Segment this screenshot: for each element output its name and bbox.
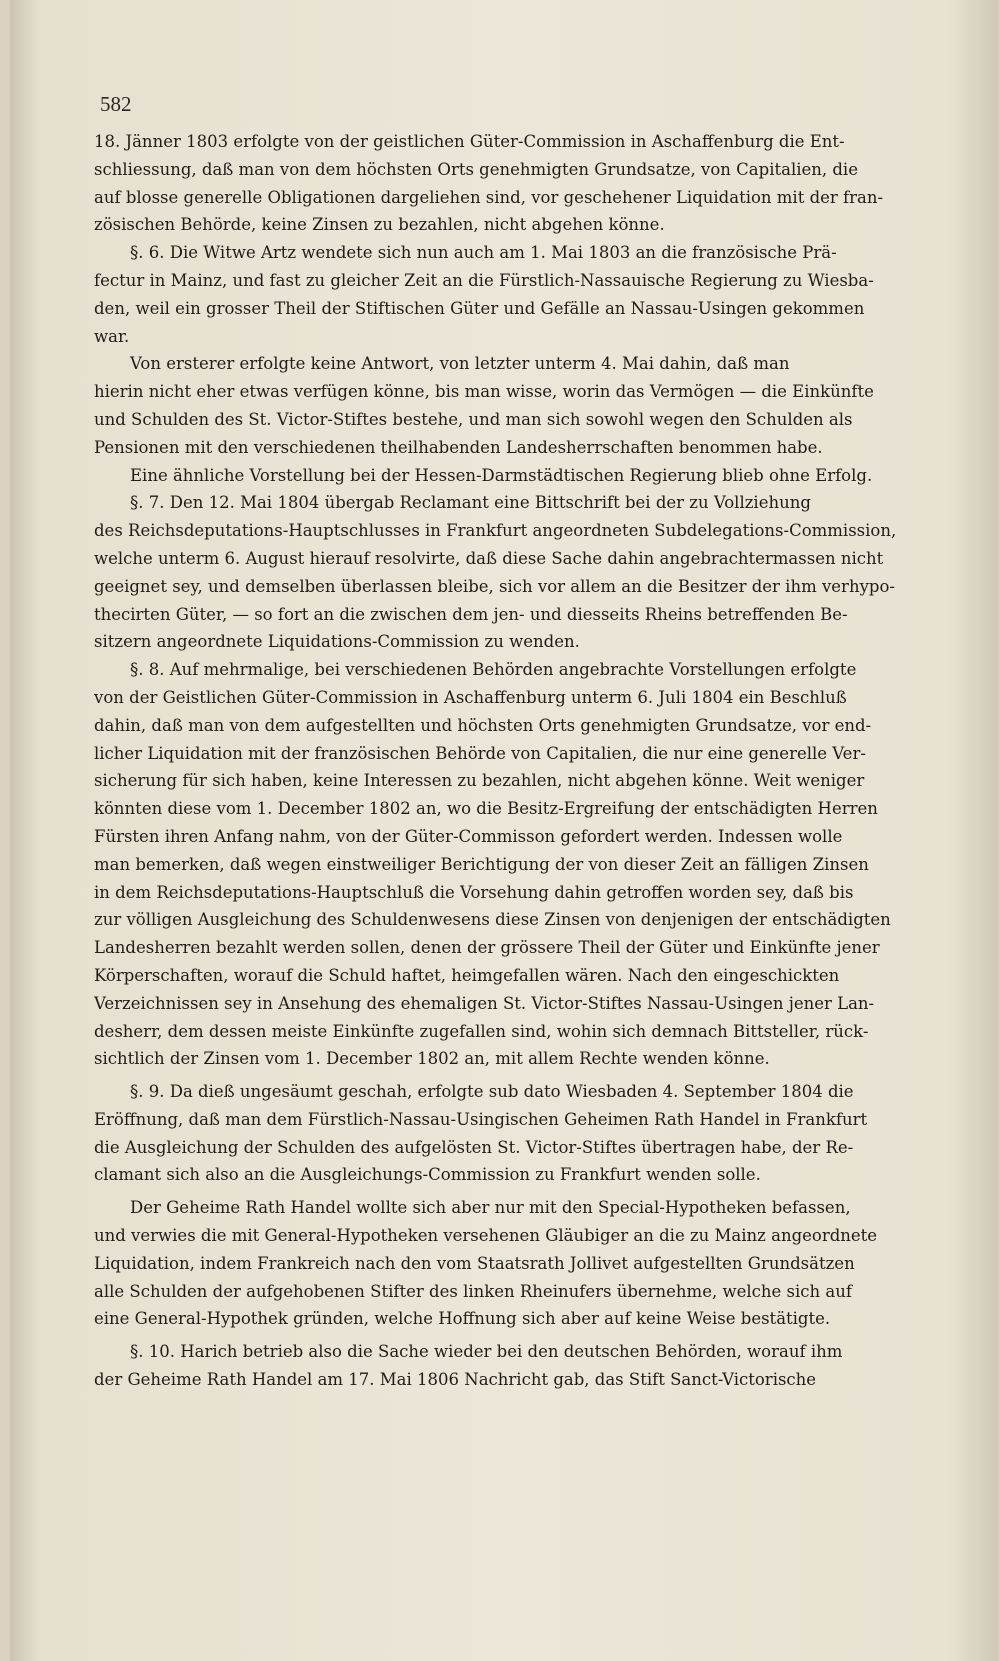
text-line: Eine ähnliche Vorstellung bei der Hessen-Darmstädtischen Regierung blieb ohne Erfolg. bbox=[130, 465, 873, 485]
text-line: eine General-Hypothek gründen, welche Hoffnung sich aber auf keine Weise bestätigte. bbox=[94, 1309, 831, 1329]
text-line: Verzeichnissen sey in Ansehung des ehemaligen St. Victor-Stiftes Nassau-Usingen jener Lan- bbox=[94, 993, 875, 1013]
text-line: Liquidation, indem Frankreich nach den vom Staatsrath Jollivet aufgestellten Grundsätzen bbox=[94, 1253, 855, 1273]
text-line: man bemerken, daß wegen einstweiliger Berichtigung der von dieser Zeit an fälligen Zinsen bbox=[94, 854, 869, 874]
text-line: §. 10. Harich betrieb also die Sache wieder bei den deutschen Behörden, worauf ihm bbox=[130, 1342, 843, 1362]
text-line: und verwies die mit General-Hypotheken versehenen Gläubiger an die zu Mainz angeordnete bbox=[94, 1226, 878, 1246]
text-line: §. 9. Da dieß ungesäumt geschah, erfolgte sub dato Wiesbaden 4. September 1804 die bbox=[130, 1082, 854, 1102]
text-line: war. bbox=[94, 326, 130, 346]
paragraph-p9 bbox=[94, 1338, 930, 1394]
text-line: Fürsten ihren Anfang nahm, von der Güter-Commisson gefordert werden. Indessen wolle bbox=[94, 826, 843, 846]
paragraph-p3 bbox=[94, 350, 930, 461]
text-line: von der Geistlichen Güter-Commission in Aschaffenburg unterm 6. Juli 1804 ein Beschluß bbox=[94, 687, 847, 707]
text-line: und Schulden des St. Victor-Stiftes bestehe, und man sich sowohl wegen den Schulden als bbox=[94, 409, 853, 429]
book-page bbox=[10, 0, 998, 1661]
text-line: hierin nicht eher etwas verfügen könne, bis man wisse, worin das Vermögen — die Einkünfte bbox=[94, 382, 874, 402]
text-line: den, weil ein grosser Theil der Stiftischen Güter und Gefälle an Nassau-Usingen gekommen bbox=[94, 298, 865, 318]
text-line: sichtlich der Zinsen vom 1. December 1802 an, mit allem Rechte wenden könne. bbox=[94, 1049, 770, 1069]
text-line: §. 6. Die Witwe Artz wendete sich nun auch am 1. Mai 1803 an die französische Prä- bbox=[130, 243, 837, 263]
text-line: Pensionen mit den verschiedenen theilhabenden Landesherrschaften benommen habe. bbox=[94, 437, 823, 457]
paragraph-p6 bbox=[94, 656, 930, 1073]
text-line: dahin, daß man von dem aufgestellten und höchsten Orts genehmigten Grundsatze, vor end- bbox=[94, 715, 872, 735]
text-line: clamant sich also an die Ausgleichungs-Commission zu Frankfurt wenden solle. bbox=[94, 1165, 761, 1185]
text-line: fectur in Mainz, und fast zu gleicher Zeit an die Fürstlich-Nassauische Regierung zu Wiesba- bbox=[94, 270, 874, 290]
text-line: licher Liquidation mit der französischen Behörde von Capitalien, die nur eine generelle Ver- bbox=[94, 743, 866, 763]
body-text bbox=[94, 128, 930, 1394]
text-line: Von ersterer erfolgte keine Antwort, von letzter unterm 4. Mai dahin, daß man bbox=[130, 354, 790, 374]
text-line: die Ausgleichung der Schulden des aufgelösten St. Victor-Stiftes übertragen habe, der Re- bbox=[94, 1137, 854, 1157]
text-line: desherr, dem dessen meiste Einkünfte zugefallen sind, wohin sich demnach Bittsteller, rück- bbox=[94, 1021, 869, 1041]
paragraph-p5 bbox=[94, 489, 930, 656]
text-line: welche unterm 6. August hierauf resolvirte, daß diese Sache dahin angebrachtermassen nicht bbox=[94, 548, 884, 568]
text-line: Eröffnung, daß man dem Fürstlich-Nassau-Usingischen Geheimen Rath Handel in Frankfurt bbox=[94, 1109, 868, 1129]
text-line: zösischen Behörde, keine Zinsen zu bezahlen, nicht abgehen könne. bbox=[94, 215, 665, 235]
text-line: alle Schulden der aufgehobenen Stifter des linken Rheinufers übernehme, welche sich auf bbox=[94, 1281, 852, 1301]
text-line: §. 7. Den 12. Mai 1804 übergab Reclamant eine Bittschrift bei der zu Vollziehung bbox=[130, 493, 811, 513]
text-line: Der Geheime Rath Handel wollte sich aber nur mit den Special-Hypotheken befassen, bbox=[130, 1198, 851, 1218]
text-line: Landesherren bezahlt werden sollen, denen der grössere Theil der Güter und Einkünfte jener bbox=[94, 938, 880, 958]
text-line: des Reichsdeputations-Hauptschlusses in Frankfurt angeordneten Subdelegations-Commission, bbox=[94, 521, 897, 541]
text-line: zur völligen Ausgleichung des Schuldenwesens diese Zinsen von denjenigen der entschädigten bbox=[94, 910, 891, 930]
paragraph-p2 bbox=[94, 239, 930, 350]
page-number: 582 bbox=[100, 92, 132, 116]
text-line: schliessung, daß man von dem höchsten Orts genehmigten Grundsatze, von Capitalien, die bbox=[94, 159, 858, 179]
text-line: thecirten Güter, — so fort an die zwischen dem jen- und diesseits Rheins betreffenden Be- bbox=[94, 604, 848, 624]
paragraph-p8 bbox=[94, 1194, 930, 1333]
text-line: §. 8. Auf mehrmalige, bei verschiedenen Behörden angebrachte Vorstellungen erfolgte bbox=[130, 660, 857, 680]
text-line: auf blosse generelle Obligationen dargeliehen sind, vor geschehener Liquidation mit der fran- bbox=[94, 187, 884, 207]
paragraph-p4 bbox=[94, 462, 930, 490]
text-line: sicherung für sich haben, keine Interessen zu bezahlen, nicht abgehen könne. Weit weniger bbox=[94, 771, 865, 791]
text-line: der Geheime Rath Handel am 17. Mai 1806 Nachricht gab, das Stift Sanct-Victorische bbox=[94, 1370, 817, 1390]
paragraph-p1 bbox=[94, 128, 930, 239]
text-line: in dem Reichsdeputations-Hauptschluß die Vorsehung dahin getroffen worden sey, daß bis bbox=[94, 882, 854, 902]
paragraph-p7 bbox=[94, 1078, 930, 1189]
text-line: geeignet sey, und demselben überlassen bleibe, sich vor allem an die Besitzer der ihm verhypo- bbox=[94, 576, 895, 596]
text-line: Körperschaften, worauf die Schuld haftet, heimgefallen wären. Nach den eingeschickten bbox=[94, 965, 840, 985]
text-line: könnten diese vom 1. December 1802 an, wo die Besitz-Ergreifung der entschädigten Herren bbox=[94, 799, 878, 819]
text-line: 18. Jänner 1803 erfolgte von der geistlichen Güter-Commission in Aschaffenburg die Ent- bbox=[94, 132, 845, 151]
text-line: sitzern angeordnete Liquidations-Commission zu wenden. bbox=[94, 632, 580, 652]
